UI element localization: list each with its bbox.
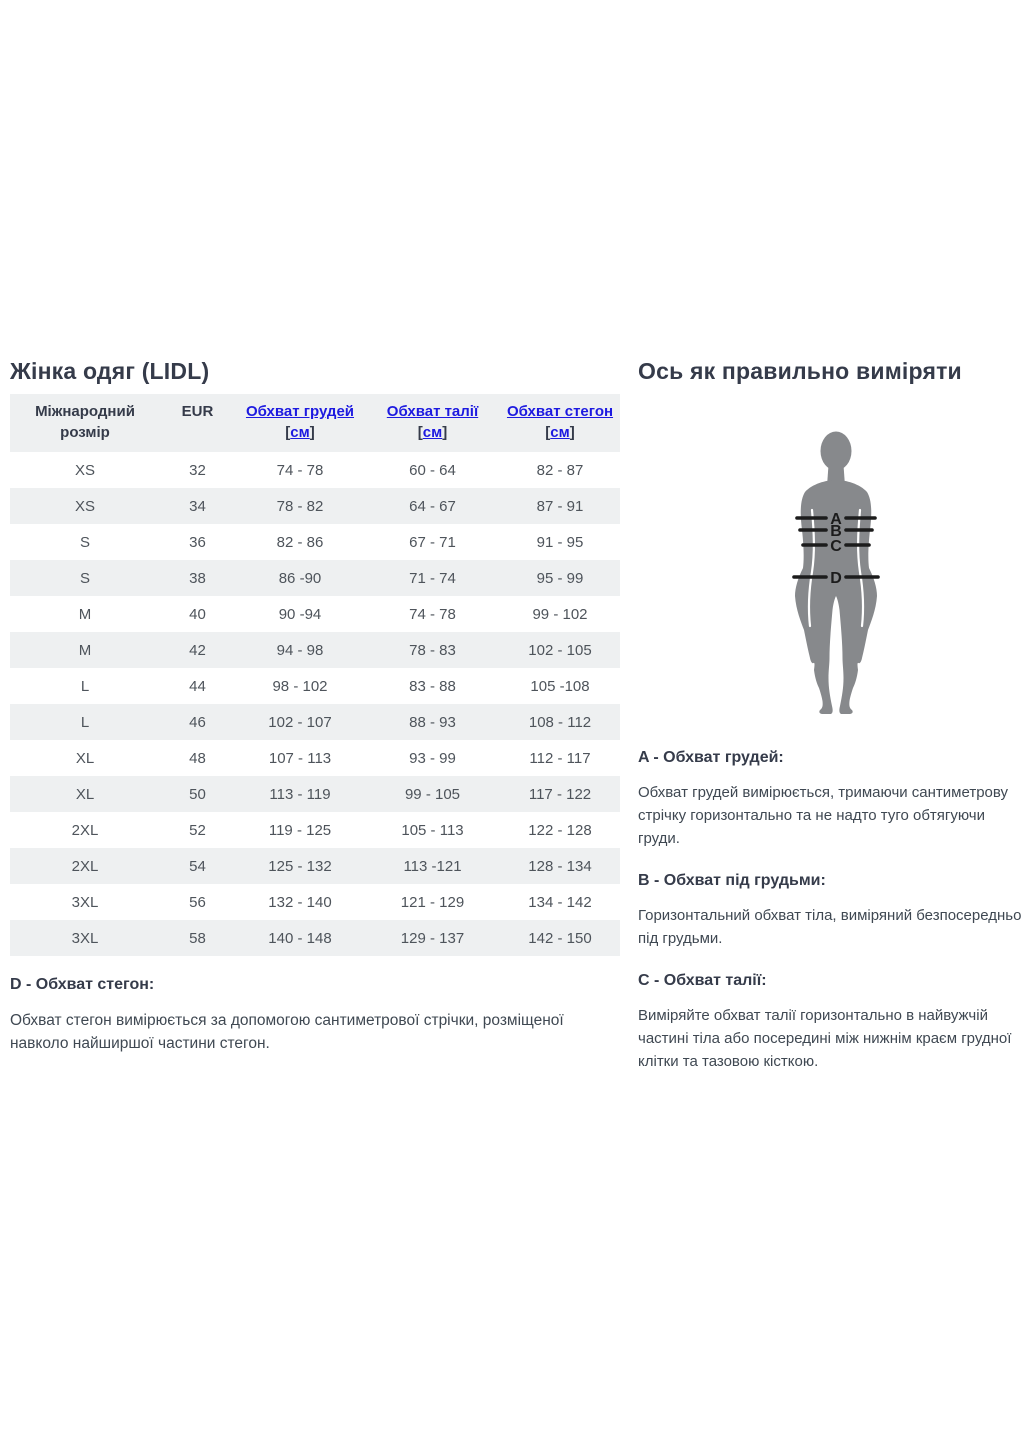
table-cell: 74 - 78 <box>409 605 456 623</box>
table-cell: 142 - 150 <box>500 920 620 956</box>
table-cell: 34 <box>160 488 235 524</box>
table-row <box>10 812 620 848</box>
table-cell: 134 - 142 <box>528 893 592 911</box>
table-row <box>10 668 620 704</box>
measure-section-text-0: Обхват грудей вимірюється, тримаючи сантиметрову стрічку горизонтально та не надто туго обтягуючи груди. <box>638 784 1009 847</box>
table-cell: 129 - 137 <box>365 920 500 956</box>
table-row <box>10 488 620 524</box>
table-cell: L <box>80 677 90 695</box>
table-row <box>10 596 620 632</box>
measure-section-text-2: Виміряйте обхват талії горизонтально в найвужчій частині тіла або посередині між нижнім краєм грудної клітки та тазовою кісткою. <box>638 1007 1012 1070</box>
table-cell: 48 <box>189 749 206 767</box>
measurement-label-b: B <box>830 523 842 540</box>
table-cell: 86 -90 <box>235 560 365 596</box>
table-cell: S <box>79 533 90 551</box>
table-cell: M <box>78 605 92 623</box>
table-cell: 67 - 71 <box>409 533 456 551</box>
table-header-cell-1: EUR <box>160 394 235 452</box>
table-cell: 140 - 148 <box>235 920 365 956</box>
table-row <box>10 560 620 596</box>
table-cell: 3XL <box>10 920 160 956</box>
measuring-guide-column <box>638 356 1030 1095</box>
table-cell: XL <box>75 749 95 767</box>
table-cell: 52 <box>189 821 206 839</box>
table-cell: 64 - 67 <box>365 488 500 524</box>
table-cell: 46 <box>160 704 235 740</box>
table-header-cell-0: Міжнародний розмір <box>10 394 160 452</box>
measure-section-heading-1: B - Обхват під грудьми: <box>638 872 826 889</box>
table-cell: 44 <box>189 677 206 695</box>
measure-guide-title: Ось як правильно виміряти <box>638 358 962 384</box>
table-cell: 58 <box>160 920 235 956</box>
table-cell: 113 - 119 <box>235 776 365 812</box>
header-link-4[interactable]: Обхват стегон <box>506 403 614 420</box>
table-cell: 56 <box>189 893 206 911</box>
table-cell: 99 - 102 <box>532 605 588 623</box>
header-link-2[interactable]: Обхват грудей <box>245 403 355 420</box>
table-row <box>10 848 620 884</box>
table-cell: 102 - 107 <box>235 704 365 740</box>
table-cell: XS <box>74 461 95 479</box>
table-cell: XL <box>10 776 160 812</box>
size-table-body <box>10 452 620 956</box>
table-cell: 128 - 134 <box>500 848 620 884</box>
table-cell: M <box>10 632 160 668</box>
table-cell: 3XL <box>71 893 99 911</box>
table-cell: 113 -121 <box>365 848 500 884</box>
table-cell: 132 - 140 <box>268 893 332 911</box>
table-header-cell-3: Обхват талії [см] <box>365 394 500 452</box>
table-cell: 82 - 86 <box>276 533 324 551</box>
table-cell: S <box>10 560 160 596</box>
table-cell: 42 <box>160 632 235 668</box>
header-link-3[interactable]: Обхват талії <box>386 403 479 420</box>
table-cell: 105 -108 <box>530 677 590 695</box>
table-cell: 36 <box>189 533 206 551</box>
table-cell: 122 - 128 <box>528 821 592 839</box>
table-row <box>10 776 620 812</box>
table-cell: 74 - 78 <box>276 461 324 479</box>
table-cell: 71 - 74 <box>365 560 500 596</box>
table-cell: 91 - 95 <box>536 533 584 551</box>
table-row <box>10 524 620 560</box>
table-cell: XS <box>10 488 160 524</box>
table-cell: 119 - 125 <box>268 821 332 839</box>
table-row <box>10 452 620 488</box>
body-silhouette-svg <box>756 430 916 715</box>
header-unit-link-4[interactable]: см <box>550 424 570 441</box>
table-cell: 50 <box>160 776 235 812</box>
table-cell: 88 - 93 <box>365 704 500 740</box>
measurement-labels <box>830 511 842 587</box>
table-cell: 105 - 113 <box>401 821 464 839</box>
header-unit-link-2[interactable]: см <box>290 424 310 441</box>
table-cell: 98 - 102 <box>272 677 328 695</box>
table-cell: 90 -94 <box>278 605 322 623</box>
table-cell: 54 <box>160 848 235 884</box>
table-cell: 112 - 117 <box>529 749 591 767</box>
table-cell: 108 - 112 <box>500 704 620 740</box>
table-cell: 78 - 83 <box>365 632 500 668</box>
page-title: Жінка одяг (LIDL) <box>10 358 210 384</box>
table-cell: 83 - 88 <box>409 677 456 695</box>
note-d-heading: D - Обхват стегон: <box>10 976 155 993</box>
table-cell: 60 - 64 <box>409 461 456 479</box>
table-cell: 99 - 105 <box>365 776 500 812</box>
note-d-text: Обхват стегон вимірюється за допомогою сантиметрової стрічки, розміщеної навколо найширшої частини стегон. <box>10 1012 564 1052</box>
body-measurement-figure <box>756 430 916 715</box>
table-row <box>10 704 620 740</box>
measure-section-text-1: Горизонтальний обхват тіла, виміряний безпосередньо під грудьми. <box>638 907 1022 947</box>
table-cell: 38 <box>160 560 235 596</box>
table-cell: 94 - 98 <box>235 632 365 668</box>
table-row <box>10 740 620 776</box>
measure-section-heading-2: C - Обхват талії: <box>638 972 767 989</box>
table-cell: 87 - 91 <box>500 488 620 524</box>
table-header-cell-4: Обхват стегон [см] <box>500 394 620 452</box>
table-cell: 40 <box>189 605 206 623</box>
table-cell: 78 - 82 <box>235 488 365 524</box>
measurement-label-d: D <box>830 570 842 587</box>
table-cell: 93 - 99 <box>409 749 456 767</box>
table-header-cell-2: Обхват грудей [см] <box>235 394 365 452</box>
header-unit-link-3[interactable]: см <box>422 424 443 441</box>
table-cell: 95 - 99 <box>500 560 620 596</box>
measure-sections <box>638 749 1030 1073</box>
table-header-row <box>10 394 620 452</box>
measurement-label-a: A <box>830 511 842 528</box>
table-cell: L <box>10 704 160 740</box>
table-row <box>10 884 620 920</box>
measurement-label-c: C <box>830 538 842 555</box>
table-row <box>10 632 620 668</box>
size-table-column <box>10 356 622 1055</box>
table-cell: 107 - 113 <box>268 749 332 767</box>
table-cell: 2XL <box>71 821 99 839</box>
table-cell: 2XL <box>10 848 160 884</box>
table-cell: 117 - 122 <box>500 776 620 812</box>
size-table <box>10 394 620 956</box>
table-row <box>10 920 620 956</box>
table-cell: 125 - 132 <box>235 848 365 884</box>
measure-section-heading-0: A - Обхват грудей: <box>638 749 784 766</box>
table-cell: 32 <box>189 461 206 479</box>
table-cell: 121 - 129 <box>400 893 465 911</box>
table-cell: 82 - 87 <box>536 461 584 479</box>
table-cell: 102 - 105 <box>500 632 620 668</box>
